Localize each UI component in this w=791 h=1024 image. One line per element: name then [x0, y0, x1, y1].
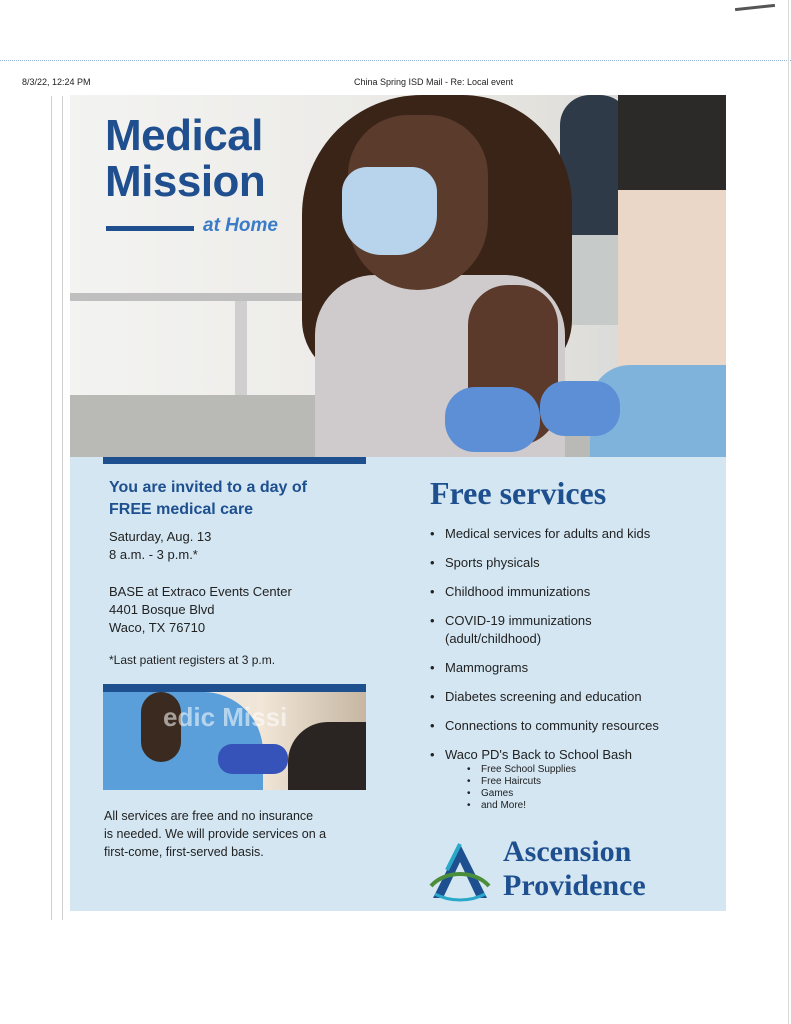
print-timestamp: 8/3/22, 12:24 PM [22, 77, 91, 87]
brand-name: Ascension Providence [503, 835, 646, 902]
ascension-providence-logo [425, 835, 725, 905]
margin-rule [62, 96, 63, 920]
service-item: • Medical services for adults and kids [430, 525, 720, 543]
photo-patient [288, 722, 366, 790]
accent-bar [103, 457, 366, 464]
print-title: China Spring ISD Mail - Re: Local event [354, 77, 514, 87]
event-date: Saturday, Aug. 13 [109, 529, 212, 544]
page-divider [0, 60, 791, 61]
bash-item: • Games [467, 788, 720, 800]
services-list [430, 525, 720, 823]
services-title: Free services [430, 475, 607, 511]
invite-heading: You are invited to a day of FREE medical care [109, 479, 307, 518]
photo-glove [218, 744, 288, 774]
service-item: • Diabetes screening and education [430, 688, 720, 706]
logo-line-1: Medical [105, 111, 263, 160]
vaccination-photo [103, 692, 366, 790]
venue-name: BASE at Extraco Events Center [109, 584, 292, 599]
bash-sublist [445, 764, 720, 812]
service-item: • Childhood immunizations [430, 583, 720, 601]
service-item: • Sports physicals [430, 554, 720, 572]
margin-rule [51, 96, 52, 920]
logo-line-2: Mission [105, 157, 266, 206]
flyer [70, 95, 726, 911]
photo-glove [540, 381, 620, 436]
photo-glove [445, 387, 540, 452]
photo-clinician-hair [618, 95, 726, 190]
service-item: • Mammograms [430, 659, 720, 677]
scan-mark [735, 4, 775, 11]
logo-bar [106, 226, 194, 231]
accent-bar [103, 684, 366, 692]
registration-note: *Last patient registers at 3 p.m. [109, 653, 276, 667]
bash-item: • Free Haircuts [467, 776, 720, 788]
photo-shirt-text: edic Missi [163, 702, 288, 732]
bash-item: • Free School Supplies [467, 764, 720, 776]
logo-line-3: at Home [203, 215, 278, 236]
hero-photo [70, 95, 726, 457]
venue-address-1: 4401 Bosque Blvd [109, 602, 215, 617]
service-item: • COVID-19 immunizations (adult/childhood) [430, 612, 720, 648]
event-time: 8 a.m. - 3 p.m.* [109, 547, 198, 562]
scan-edge [788, 0, 789, 1024]
bash-item: • and More! [467, 800, 720, 812]
ascension-logo-icon [425, 840, 495, 905]
venue-address-2: Waco, TX 76710 [109, 620, 206, 635]
medical-mission-logo [105, 111, 278, 236]
event-datetime [109, 528, 211, 564]
event-venue [109, 583, 292, 637]
services-disclaimer: All services are free and no insurance is needed. We will provide services on a first-come, first-served basis. [104, 809, 327, 859]
service-item: • Connections to community resources [430, 717, 720, 735]
service-item: • Waco PD's Back to School Bash • Free School Supplies • Free Haircuts • Games • and More! [430, 746, 720, 812]
photo-patient-mask [342, 167, 437, 255]
